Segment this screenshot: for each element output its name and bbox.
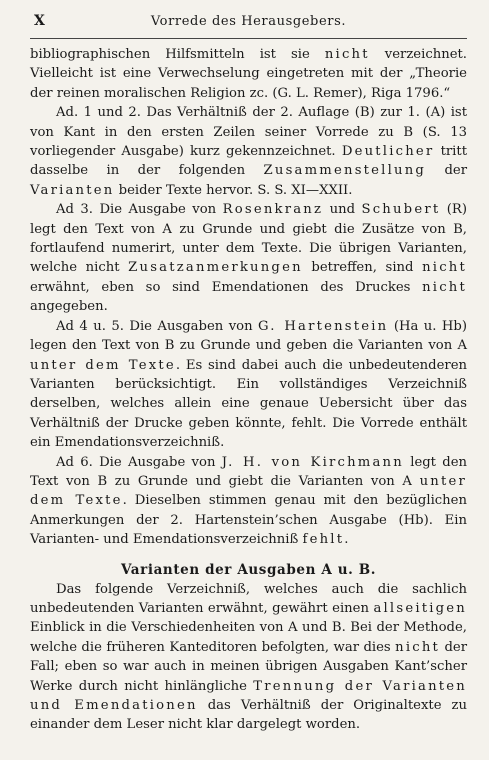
text-run: legt den Text von B zu Grunde und giebt die Varianten von A [30, 454, 467, 489]
body-text [30, 45, 467, 550]
emphasized-text: nicht [324, 47, 370, 62]
page-number: X [34, 13, 45, 29]
text-run: beider Texte hervor. S. S. XI—XXII. [114, 182, 353, 198]
emphasized-text: J. H. von Kirchmann [221, 454, 404, 470]
text-run: Ad 4 u. 5. Die Ausgaben von [56, 318, 259, 334]
text-run: (Ha u. Hb) legen den Text von B zu Grunde und geben die Varianten von A [30, 318, 467, 354]
text-run: der Fall; eben so war auch in meinen übrigen Ausgaben Kant’scher Werke durch nicht hinlängliche [30, 639, 468, 694]
emphasized-text: Schubert [361, 202, 441, 218]
emphasized-text: G. Hartenstein [258, 318, 389, 334]
emphasized-text: unter dem Texte [30, 357, 176, 373]
emphasized-text: Zusatzanmerkungen [128, 260, 303, 276]
section-body-text [30, 580, 467, 735]
text-run: und [323, 202, 362, 218]
emphasized-text: Deutlicher [341, 144, 435, 160]
text-run: das Verhältniß der Originaltexte zu einander dem Leser nicht klar dargelegt worden. [30, 698, 468, 733]
emphasized-text: nicht [422, 260, 467, 276]
text-run: . Es sind dabei auch die unbedeutenderen Varianten berücksichtigt. Ein vollständiges Verzeichniß derselben, welches allein eine genaue Uebersicht über das Verhältniß der Drucke geben könnte, fehlt. Die Vorrede enthält ein Emendationsverzeichniß. [30, 357, 467, 451]
emphasized-text: allseitigen [373, 600, 467, 616]
page-header [30, 8, 467, 39]
text-run: angegeben. [30, 299, 108, 315]
emphasized-text: unter dem Texte [30, 473, 467, 509]
text-run: (R) legt den Text von A zu Grunde und giebt die Zusätze von B, fortlaufend numerirt, unter dem Texte. Die übrigen Varianten, welche nicht [30, 202, 467, 276]
text-run: erwähnt, eben so sind Emendationen des Druckes [30, 279, 423, 295]
text-run: . Dieselben stimmen genau mit den bezüglichen Anmerkungen der 2. Hartenstein’schen Ausgabe (Hb). Ein Varianten- und Emendationsverzeichniß [30, 493, 467, 548]
text-run: Einblick in die Verschiedenheiten von A und B. Bei der Methode, welche die früheren Kanteditoren befolgten, war dies [30, 620, 467, 655]
text-run: betreffen, sind [302, 260, 423, 276]
paragraph-5 [30, 453, 467, 550]
emphasized-text: Trennung der Varianten und Emendationen [30, 678, 467, 713]
paragraph-1 [30, 45, 467, 103]
emphasized-text: Zusammenstellung [263, 163, 427, 179]
emphasized-text: Rosenkranz [222, 202, 324, 218]
running-head: Vorrede des Herausgebers. [150, 14, 347, 29]
paragraph-4 [30, 317, 467, 453]
emphasized-text: nicht [395, 639, 441, 655]
text-run: verzeichnet. Vielleicht ist eine Verwechselung eingetreten mit der „Theorie der reinen moralischen Religion zc. (G. L. Remer), Riga 1796.“ [30, 47, 467, 101]
section-paragraph-1 [30, 580, 467, 735]
emphasized-text: Varianten [30, 182, 115, 198]
emphasized-text: nicht [422, 279, 467, 295]
text-run: Ad 6. Die Ausgabe von [56, 454, 222, 470]
emphasized-text: fehlt [302, 532, 345, 548]
text-run: Ad 3. Die Ausgabe von [56, 202, 223, 218]
text-run: bibliographischen Hilfsmitteln ist sie [30, 47, 325, 62]
text-run: tritt dasselbe in der folgenden [30, 144, 467, 179]
paragraph-2 [30, 103, 467, 200]
text-run: Das folgende Verzeichniß, welches auch die sachlich unbedeutenden Varianten erwähnt, gewährt einen [30, 581, 467, 616]
text-run: . [344, 532, 349, 548]
section-heading: Varianten der Ausgaben A u. B. [120, 561, 377, 578]
text-run: Ad. 1 und 2. Das Verhältniß der 2. Auflage (B) zur 1. (A) ist von Kant in den ersten Zeilen seiner Vorrede zu B (S. 13 vorliegender Ausgabe) kurz gekennzeichnet. [30, 105, 467, 160]
paragraph-3 [30, 200, 467, 316]
text-run: der [426, 163, 468, 179]
